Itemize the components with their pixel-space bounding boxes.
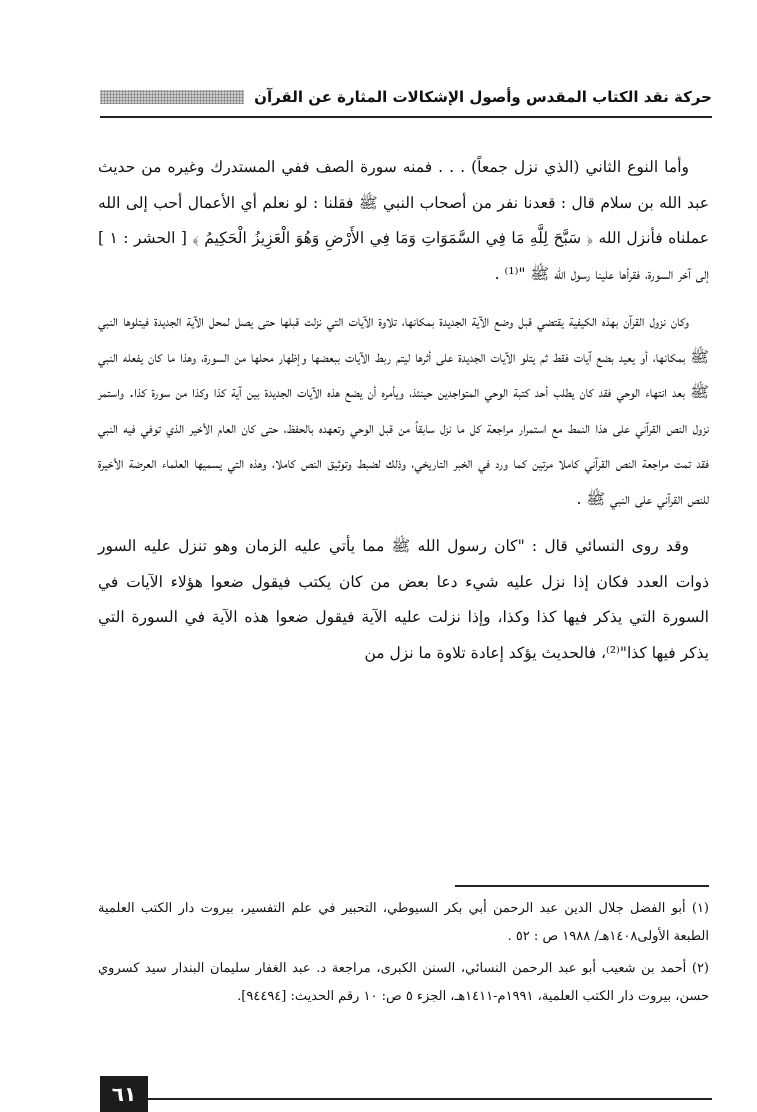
footnote-1: (١) أبو الفضل جلال الدين عبد الرحمن أبي بكر السيوطي، التحبير في علم التفسير، بيروت دار الكتب العلمية الطبعة الأولى١٤٠٨هـ/ ١٩٨٨ ص : ٥٢ . [98, 901, 709, 944]
header-rule [100, 116, 712, 118]
paragraph-2: وكان نزول القرآن بهذه الكيفية يقتضي قبل وضع الآية الجديدة بمكانها، تلاوة الآيات التي نزلت قبلها حتى يصل لمحل الآية الجديدة فيتلوها النبي ﷺ بمكانها، أو يعيد بضع آيات فقط ثم يتلو الآيات الجديدة على أثرها ليتم ربط الآيات ببعضها وإظهار محلها من السورة، وهذا ما كان يفعله النبي ﷺ بعد انتهاء الوحي فقد كان يطلب أحد كتبة الوحي المتواجدين حينئذ، ويأمره أن يضع هذه الآيات الجديدة بين آية كذا وكذا من سورة كذا. واستمر نزول النص القرآني على هذا النمط مع استمرار مراجعة كل ما نزل سابقاً من قبل الوحي وتعهده بالحفظ، حتى كان العام الأخير الذي توفي فيه النبي فقد تمت مراجعة النص القرآني كاملا مرتين كما ورد في الخبر التاريخي، وذلك لضبط وتوثيق النص كاملا، وهذه التي يسميها العلماء العرضة الأخيرة للنص القرآني على النبي ﷺ . [98, 312, 709, 508]
footnotes [98, 895, 709, 1015]
header-decorative-pattern [100, 90, 244, 104]
paragraph-3: وقد روى النسائي قال : "كان رسول الله ﷺ مما يأتي عليه الزمان وهو تنزل عليه السور ذوات العدد فكان إذا نزل عليه شيء دعا بعض من كان يكتب فيقول ضعوا هؤلاء الآيات في السورة التي يذكر فيها كذا وكذا، وإذا نزلت عليه الآية فيقول ضعوا هذه الآية في السورة التي يذكر فيها كذا"⁽²⁾، فالحديث يؤكد إعادة تلاوة ما نزل من [98, 537, 709, 662]
page-number: ٦١ [100, 1076, 148, 1112]
running-header [100, 82, 712, 112]
paragraph-1: وأما النوع الثاني (الذي نزل جمعاً) . . . فمنه سورة الصف ففي المستدرك وغيره من حديث عبد الله بن سلام قال : قعدنا نفر من أصحاب النبي ﷺ فقلنا : لو نعلم أي الأعمال أحب إلى الله عملناه فأنزل الله ﴿ سَبَّحَ لِلَّهِ مَا فِي السَّمَوَاتِ وَمَا فِي الأَرْضِ وَهُوَ الْعَزِيزُ الْحَكِيمُ ﴾ [ الحشر : ١ ] إلى آخر السورة، فقرأها علينا رسول الله ﷺ "⁽¹⁾ . [98, 158, 710, 283]
footnote-separator [455, 885, 709, 887]
running-header-title: حركة نقد الكتاب المقدس وأصول الإشكالات المثارة عن القرآن [254, 88, 712, 106]
main-body [98, 150, 709, 683]
footer-rule [148, 1098, 712, 1100]
footnote-2: (٢) أحمد بن شعيب أبو عبد الرحمن النسائي، السنن الكبرى، مراجعة د. عبد الغفار سليمان البندار سيد كسروي حسن، بيروت دار الكتب العلمية، ١٩٩١م-١٤١١هـ، الجزء ٥ ص: ١٠ رقم الحديث: [٩٤٤٩٤]. [98, 961, 709, 1004]
